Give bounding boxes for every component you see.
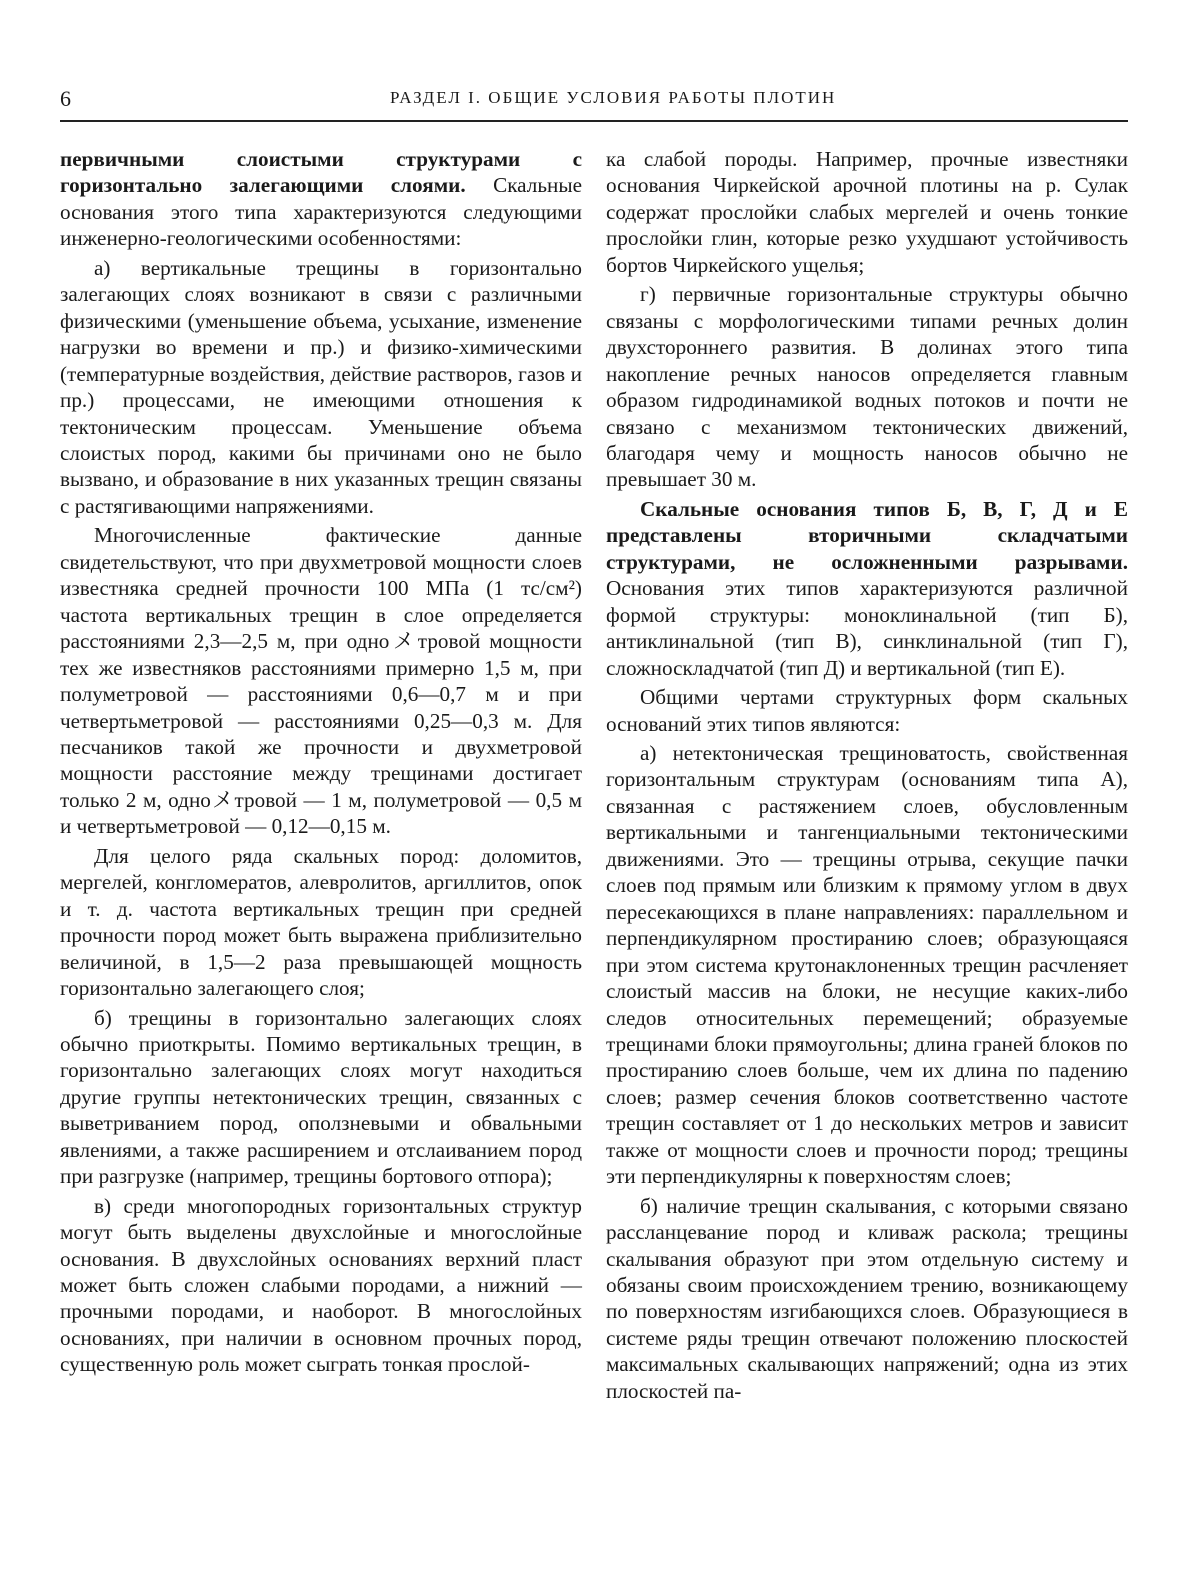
- paragraph: а) вертикальные трещины в горизонтально залегающих слоях возникают в связи с различными физическими (уменьшение объема, усыхание, изменение нагрузки во времени и пр.) и физико-химическими (температурные воздействия, действие растворов, газов и пр.) процессами, не имеющими отношения к тектоническим процессам. Уменьшение объема слоистых пород, какими бы причинами оно не было вызвано, и образование в них указанных трещин связаны с растягивающими напряжениями.: [60, 255, 582, 518]
- paragraph: б) трещины в горизонтально залегающих слоях обычно приоткрыты. Помимо вертикальных трещин, в горизонтально залегающих слоях могут находиться другие группы нетектонических трещин, связанных с выветриванием пород, оползневыми и обвальными явлениями, а также расширением и отслаиванием пород при разгрузке (например, трещины бортового отпора);: [60, 1005, 582, 1189]
- page-header: [60, 86, 1128, 116]
- paragraph: Общими чертами структурных форм скальных оснований этих типов являются:: [606, 685, 1128, 736]
- paragraph-text: Скальные основания этого типа характеризуются следующими инженерно-геологическими особенностями:: [60, 173, 582, 251]
- right-column: [606, 146, 1128, 1404]
- bold-heading-run: первичными слоистыми структурами с горизонтально залегающими слоями.: [60, 147, 582, 198]
- paragraph-text: Основания этих типов характеризуются различной формой структуры: моноклинальной (тип Б), антиклинальной (тип В), синклинальной (тип Г), сложноскладчатой (тип Д) и вертикальной (тип Е).: [606, 576, 1128, 680]
- paragraph: ка слабой породы. Например, прочные известняки основания Чиркейской арочной плотины на р. Сулак содержат прослойки слабых мергелей и очень тонкие прослойки глин, которые резко ухудшают устойчивость бортов Чиркейского ущелья;: [606, 147, 1128, 277]
- header-rule: [60, 120, 1128, 122]
- paragraph: Многочисленные фактические данные свидетельствуют, что при двухметровой мощности слоев известняка средней прочности 100 МПа (1 тс/см²) частота вертикальных трещин в слое определяется расстояниями 2,3—2,5 м, при одноメтровой мощности тех же известняков расстояниями примерно 1,5 м, при полуметровой — расстояниями 0,6—0,7 м и при четвертьметровой — расстояниями 0,25—0,3 м. Для песчаников такой же прочности и двухметровой мощности расстояние между трещинами достигает только 2 м, одноメтровой — 1 м, полуметровой — 0,5 м и четвертьметровой — 0,12—0,15 м.: [60, 523, 582, 839]
- paragraph: Для целого ряда скальных пород: доломитов, мергелей, конгломератов, алевролитов, аргиллитов, опок и т. д. частота вертикальных трещин при средней прочности пород может быть выражена приблизительно величиной, в 1,5—2 раза превышающей мощность горизонтально залегающего слоя;: [60, 843, 582, 1001]
- paragraph: [60, 146, 582, 252]
- page-number: 6: [60, 86, 71, 111]
- paragraph: а) нетектоническая трещиноватость, свойственная горизонтальным структурам (основаниям типа А), связанная с растяжением слоев, обусловленным вертикальными и тангенциальными тектоническими движениями. Это — трещины отрыва, секущие пачки слоев под прямым или близким к прямому углом в двух пересекающихся в плане направлениях: параллельном и перпендикулярном простиранию слоев; образующаяся при этом система крутонаклоненных трещин расчленяет слоистый массив на блоки, не несущие каких-либо следов относительных перемещений; образуемые трещинами блоки прямоугольны; длина граней блоков по простиранию слоев больше, чем их длина по падению слоев; размер сечения блоков соответственно частоте трещин составляет от 1 до нескольких метров и зависит также от мощности слоев и прочности пород; трещины эти перпендикулярны к поверхностям слоев;: [606, 740, 1128, 1189]
- paragraph: в) среди многопородных горизонтальных структур могут быть выделены двухслойные и многослойные основания. В двухслойных основаниях верхний пласт может быть сложен слабыми породами, а нижний — прочными породами, и наоборот. В многослойных основаниях, при наличии в основном прочных пород, существенную роль может сыграть тонкая прослой-: [60, 1193, 582, 1377]
- running-head: РАЗДЕЛ I. ОБЩИЕ УСЛОВИЯ РАБОТЫ ПЛОТИН: [390, 88, 837, 107]
- paragraph: г) первичные горизонтальные структуры обычно связаны с морфологическими типами речных долин двухстороннего развития. В долинах этого типа накопление речных наносов определяется главным образом гидродинамикой водных потоков и почти не связано с механизмом тектонических движений, благодаря чему и мощность наносов обычно не превышает 30 м.: [606, 282, 1128, 492]
- paragraph: [606, 496, 1128, 681]
- left-column: [60, 146, 582, 1378]
- paragraph: б) наличие трещин скалывания, с которыми связано рассланцевание пород и кливаж раскола; трещины скалывания образуют при этом отдельную систему и обязаны своим происхождением трению, возникающему по поверхностям изгибающихся слоев. Образующиеся в системе ряды трещин отвечают положению плоскостей максимальных скалывающих напряжений; одна из этих плоскостей па-: [606, 1193, 1128, 1403]
- bold-heading-run: Скальные основания типов Б, В, Г, Д и Е представлены вторичными складчатыми структурами, не осложненными разрывами.: [606, 496, 1128, 574]
